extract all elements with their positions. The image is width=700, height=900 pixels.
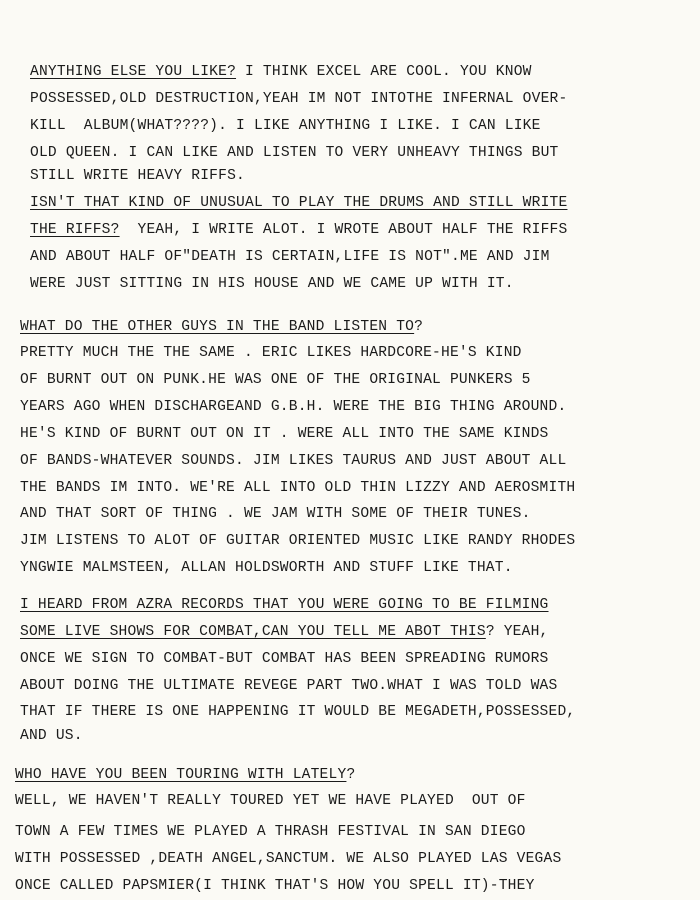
answer-text: AND ABOUT HALF OF"DEATH IS CERTAIN,LIFE IS NOT".ME AND JIM: [30, 249, 550, 265]
text-line: [15, 792, 526, 810]
answer-text: ? YEAH,: [485, 624, 549, 640]
answer-text: WITH POSSESSED ,DEATH ANGEL,SANCTUM. WE ALSO PLAYED LAS VEGAS: [15, 851, 562, 867]
answer-text: OLD QUEEN. I CAN LIKE AND LISTEN TO VERY UNHEAVY THINGS BUT: [30, 145, 559, 161]
answer-text: OF BURNT OUT ON PUNK.HE WAS ONE OF THE ORIGINAL PUNKERS 5: [20, 372, 531, 388]
text-line: [20, 650, 549, 668]
text-line: [20, 398, 566, 416]
answer-text: PRETTY MUCH THE THE SAME . ERIC LIKES HARDCORE-HE'S KIND: [20, 345, 522, 361]
question-text: WHO HAVE YOU BEEN TOURING WITH LATELY: [15, 767, 347, 783]
text-line: [20, 623, 549, 641]
text-line: [30, 117, 541, 135]
text-line: [30, 144, 559, 162]
question-text: ISN'T THAT KIND OF UNUSUAL TO PLAY THE DRUMS AND STILL WRITE: [30, 195, 568, 211]
question-text: WHAT DO THE OTHER GUYS IN THE BAND LISTEN TO: [20, 319, 415, 335]
answer-text: AND US.: [20, 728, 83, 744]
text-line: [20, 371, 531, 389]
answer-text: ?: [414, 319, 424, 335]
text-line: [20, 505, 531, 523]
text-line: [30, 63, 532, 81]
text-line: [20, 596, 549, 614]
text-line: [20, 677, 557, 695]
answer-text: KILL ALBUM(WHAT????). I LIKE ANYTHING I LIKE. I CAN LIKE: [30, 118, 541, 134]
answer-text: POSSESSED,OLD DESTRUCTION,YEAH IM NOT INTOTHE INFERNAL OVER-: [30, 91, 568, 107]
answer-text: THAT IF THERE IS ONE HAPPENING IT WOULD BE MEGADETH,POSSESSED,: [20, 704, 576, 720]
answer-text: ONCE WE SIGN TO COMBAT-BUT COMBAT HAS BEEN SPREADING RUMORS: [20, 651, 549, 667]
answer-text: ONCE CALLED PAPSMIER(I THINK THAT'S HOW YOU SPELL IT)-THEY: [15, 878, 535, 894]
answer-text: THE BANDS IM INTO. WE'RE ALL INTO OLD THIN LIZZY AND AEROSMITH: [20, 480, 576, 496]
answer-text: STILL WRITE HEAVY RIFFS.: [30, 168, 245, 184]
text-line: [30, 248, 550, 266]
text-line: [15, 850, 561, 868]
answer-text: ABOUT DOING THE ULTIMATE REVEGE PART TWO.WHAT I WAS TOLD WAS: [20, 678, 558, 694]
text-line: [15, 766, 355, 784]
text-line: [20, 425, 549, 443]
answer-text: TOWN A FEW TIMES WE PLAYED A THRASH FESTIVAL IN SAN DIEGO: [15, 824, 526, 840]
answer-text: WELL, WE HAVEN'T REALLY TOURED YET WE HAVE PLAYED OUT OF: [15, 793, 526, 809]
answer-text: YNGWIE MALMSTEEN, ALLAN HOLDSWORTH AND STUFF LIKE THAT.: [20, 560, 513, 576]
text-line: [20, 559, 513, 577]
text-line: [20, 703, 575, 721]
question-text: SOME LIVE SHOWS FOR COMBAT,CAN YOU TELL ME ABOT THIS: [20, 624, 486, 640]
answer-text: ?: [346, 767, 356, 783]
text-line: [20, 452, 566, 470]
answer-text: I THINK EXCEL ARE COOL. YOU KNOW: [236, 64, 532, 80]
question-text: ANYTHING ELSE YOU LIKE?: [30, 64, 237, 80]
answer-text: AND THAT SORT OF THING . WE JAM WITH SOME OF THEIR TUNES.: [20, 506, 531, 522]
text-line: [30, 275, 514, 293]
answer-text: YEARS AGO WHEN DISCHARGEAND G.B.H. WERE THE BIG THING AROUND.: [20, 399, 567, 415]
text-line: [30, 221, 567, 239]
question-text: THE RIFFS?: [30, 222, 120, 238]
text-line: [20, 344, 522, 362]
answer-text: YEAH, I WRITE ALOT. I WROTE ABOUT HALF THE RIFFS: [119, 222, 568, 238]
question-text: I HEARD FROM AZRA RECORDS THAT YOU WERE GOING TO BE FILMING: [20, 597, 549, 613]
text-line: [30, 194, 567, 212]
text-line: [20, 318, 423, 336]
answer-text: WERE JUST SITTING IN HIS HOUSE AND WE CAME UP WITH IT.: [30, 276, 514, 292]
text-line: [20, 727, 83, 745]
text-line: [15, 877, 535, 895]
answer-text: HE'S KIND OF BURNT OUT ON IT . WERE ALL INTO THE SAME KINDS: [20, 426, 549, 442]
text-line: [20, 479, 575, 497]
text-line: [20, 532, 575, 550]
text-line: [30, 90, 567, 108]
answer-text: JIM LISTENS TO ALOT OF GUITAR ORIENTED MUSIC LIKE RANDY RHODES: [20, 533, 576, 549]
answer-text: OF BANDS-WHATEVER SOUNDS. JIM LIKES TAURUS AND JUST ABOUT ALL: [20, 453, 567, 469]
text-line: [15, 823, 526, 841]
text-line: [30, 167, 245, 185]
